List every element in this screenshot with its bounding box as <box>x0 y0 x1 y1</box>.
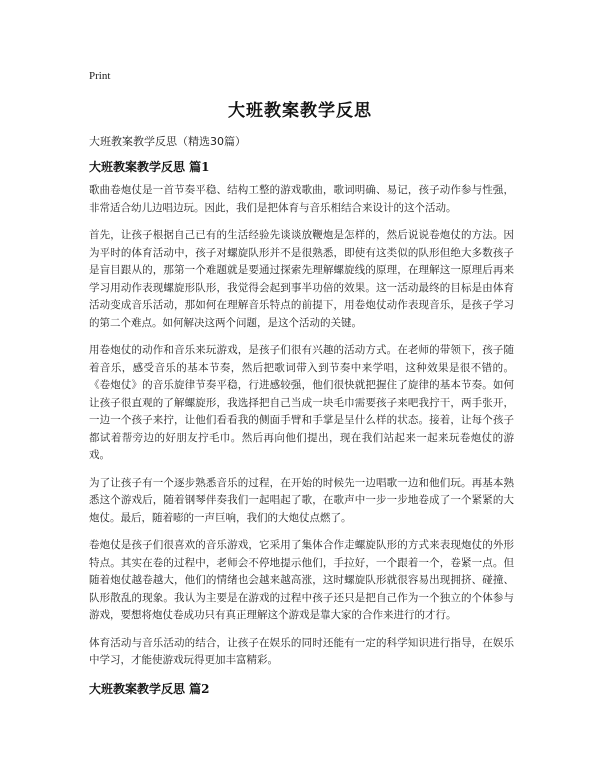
paragraph: 歌曲卷炮仗是一首节奏平稳、结构工整的游戏歌曲，歌词明确、易记，孩子动作参与性强，非常适合幼儿边唱边玩。因此，我们是把体育与音乐相结合来设计的这个活动。 <box>89 184 514 214</box>
paragraph: 为了让孩子有一个逐步熟悉音乐的过程，在开始的时候先一边唱歌一边和他们玩。再基本熟悉这个游戏后，随着钢琴伴奏我们一起唱起了歌，在歌声中一步一步地卷成了一个紧紧的大炮仗。最后，随着嘭的一声巨响，我们的大炮仗点燃了。 <box>89 476 514 524</box>
document-body <box>89 152 514 704</box>
paragraph: 卷炮仗是孩子们很喜欢的音乐游戏，它采用了集体合作走螺旋队形的方式来表现炮仗的外形特点。其实在卷的过程中，老师会不停地提示他们，手拉好，一个跟着一个，卷紧一点。但随着炮仗越卷越大，他们的情绪也会越来越高涨，这时螺旋队形就很容易出现拥挤、碰撞、队形散乱的现象。我认为主要是在游戏的过程中孩子还只是把自己作为一个独立的个体参与游戏，要想将炮仗卷成功只有真正理解这个游戏是靠大家的合作来进行的才行。 <box>89 539 514 621</box>
paragraph: 首先，让孩子根据自己已有的生活经验先谈谈放鞭炮是怎样的，然后说说卷炮仗的方法。因为平时的体育活动中，孩子对螺旋队形并不是很熟悉，即使有这类似的队形但绝大多数孩子是盲目跟从的，那第一个难题就是要通过探索先理解螺旋线的原理，在理解这一原理后再来学习用动作表现螺旋形队形，我觉得会起到事半功倍的效果。这一活动最终的目标是由体育活动变成音乐活动，那如何在理解音乐特点的前提下，用卷炮仗动作表现音乐，是孩子学习的第二个难点。如何解决这两个问题，是这个活动的关键。 <box>89 229 514 329</box>
section-heading-2: 大班教案教学反思 篇2 <box>89 681 210 696</box>
section-heading-1: 大班教案教学反思 篇1 <box>89 160 210 174</box>
page-title: 大班教案教学反思 <box>228 101 372 121</box>
paragraph: 用卷炮仗的动作和音乐来玩游戏，是孩子们很有兴趣的活动方式。在老师的带领下，孩子随着音乐，感受音乐的基本节奏，然后把歌词带入到节奏中来学唱，这种效果是很不错的。《卷炮仗》的音乐旋律节奏平稳，行进感较强，他们很快就把握住了旋律的基本节奏。如何让孩子很直观的了解螺旋形，我选择把自己当成一块毛巾需要孩子来吧我拧干，两手张开，一边一个孩子来拧，让他们看看我的侧面手臂和手掌是呈什么样的状态。接着，让每个孩子都试着帮旁边的好朋友拧毛巾。然后再向他们提出，现在我们站起来一起来玩卷炮仗的游戏。 <box>89 344 514 461</box>
document-subtitle: 大班教案教学反思（精选30篇） <box>89 135 246 148</box>
paragraph: 体育活动与音乐活动的结合，让孩子在娱乐的同时还能有一定的科学知识进行指导，在娱乐中学习，才能使游戏玩得更加丰富精彩。 <box>89 636 514 666</box>
print-label[interactable]: Print <box>89 70 111 82</box>
